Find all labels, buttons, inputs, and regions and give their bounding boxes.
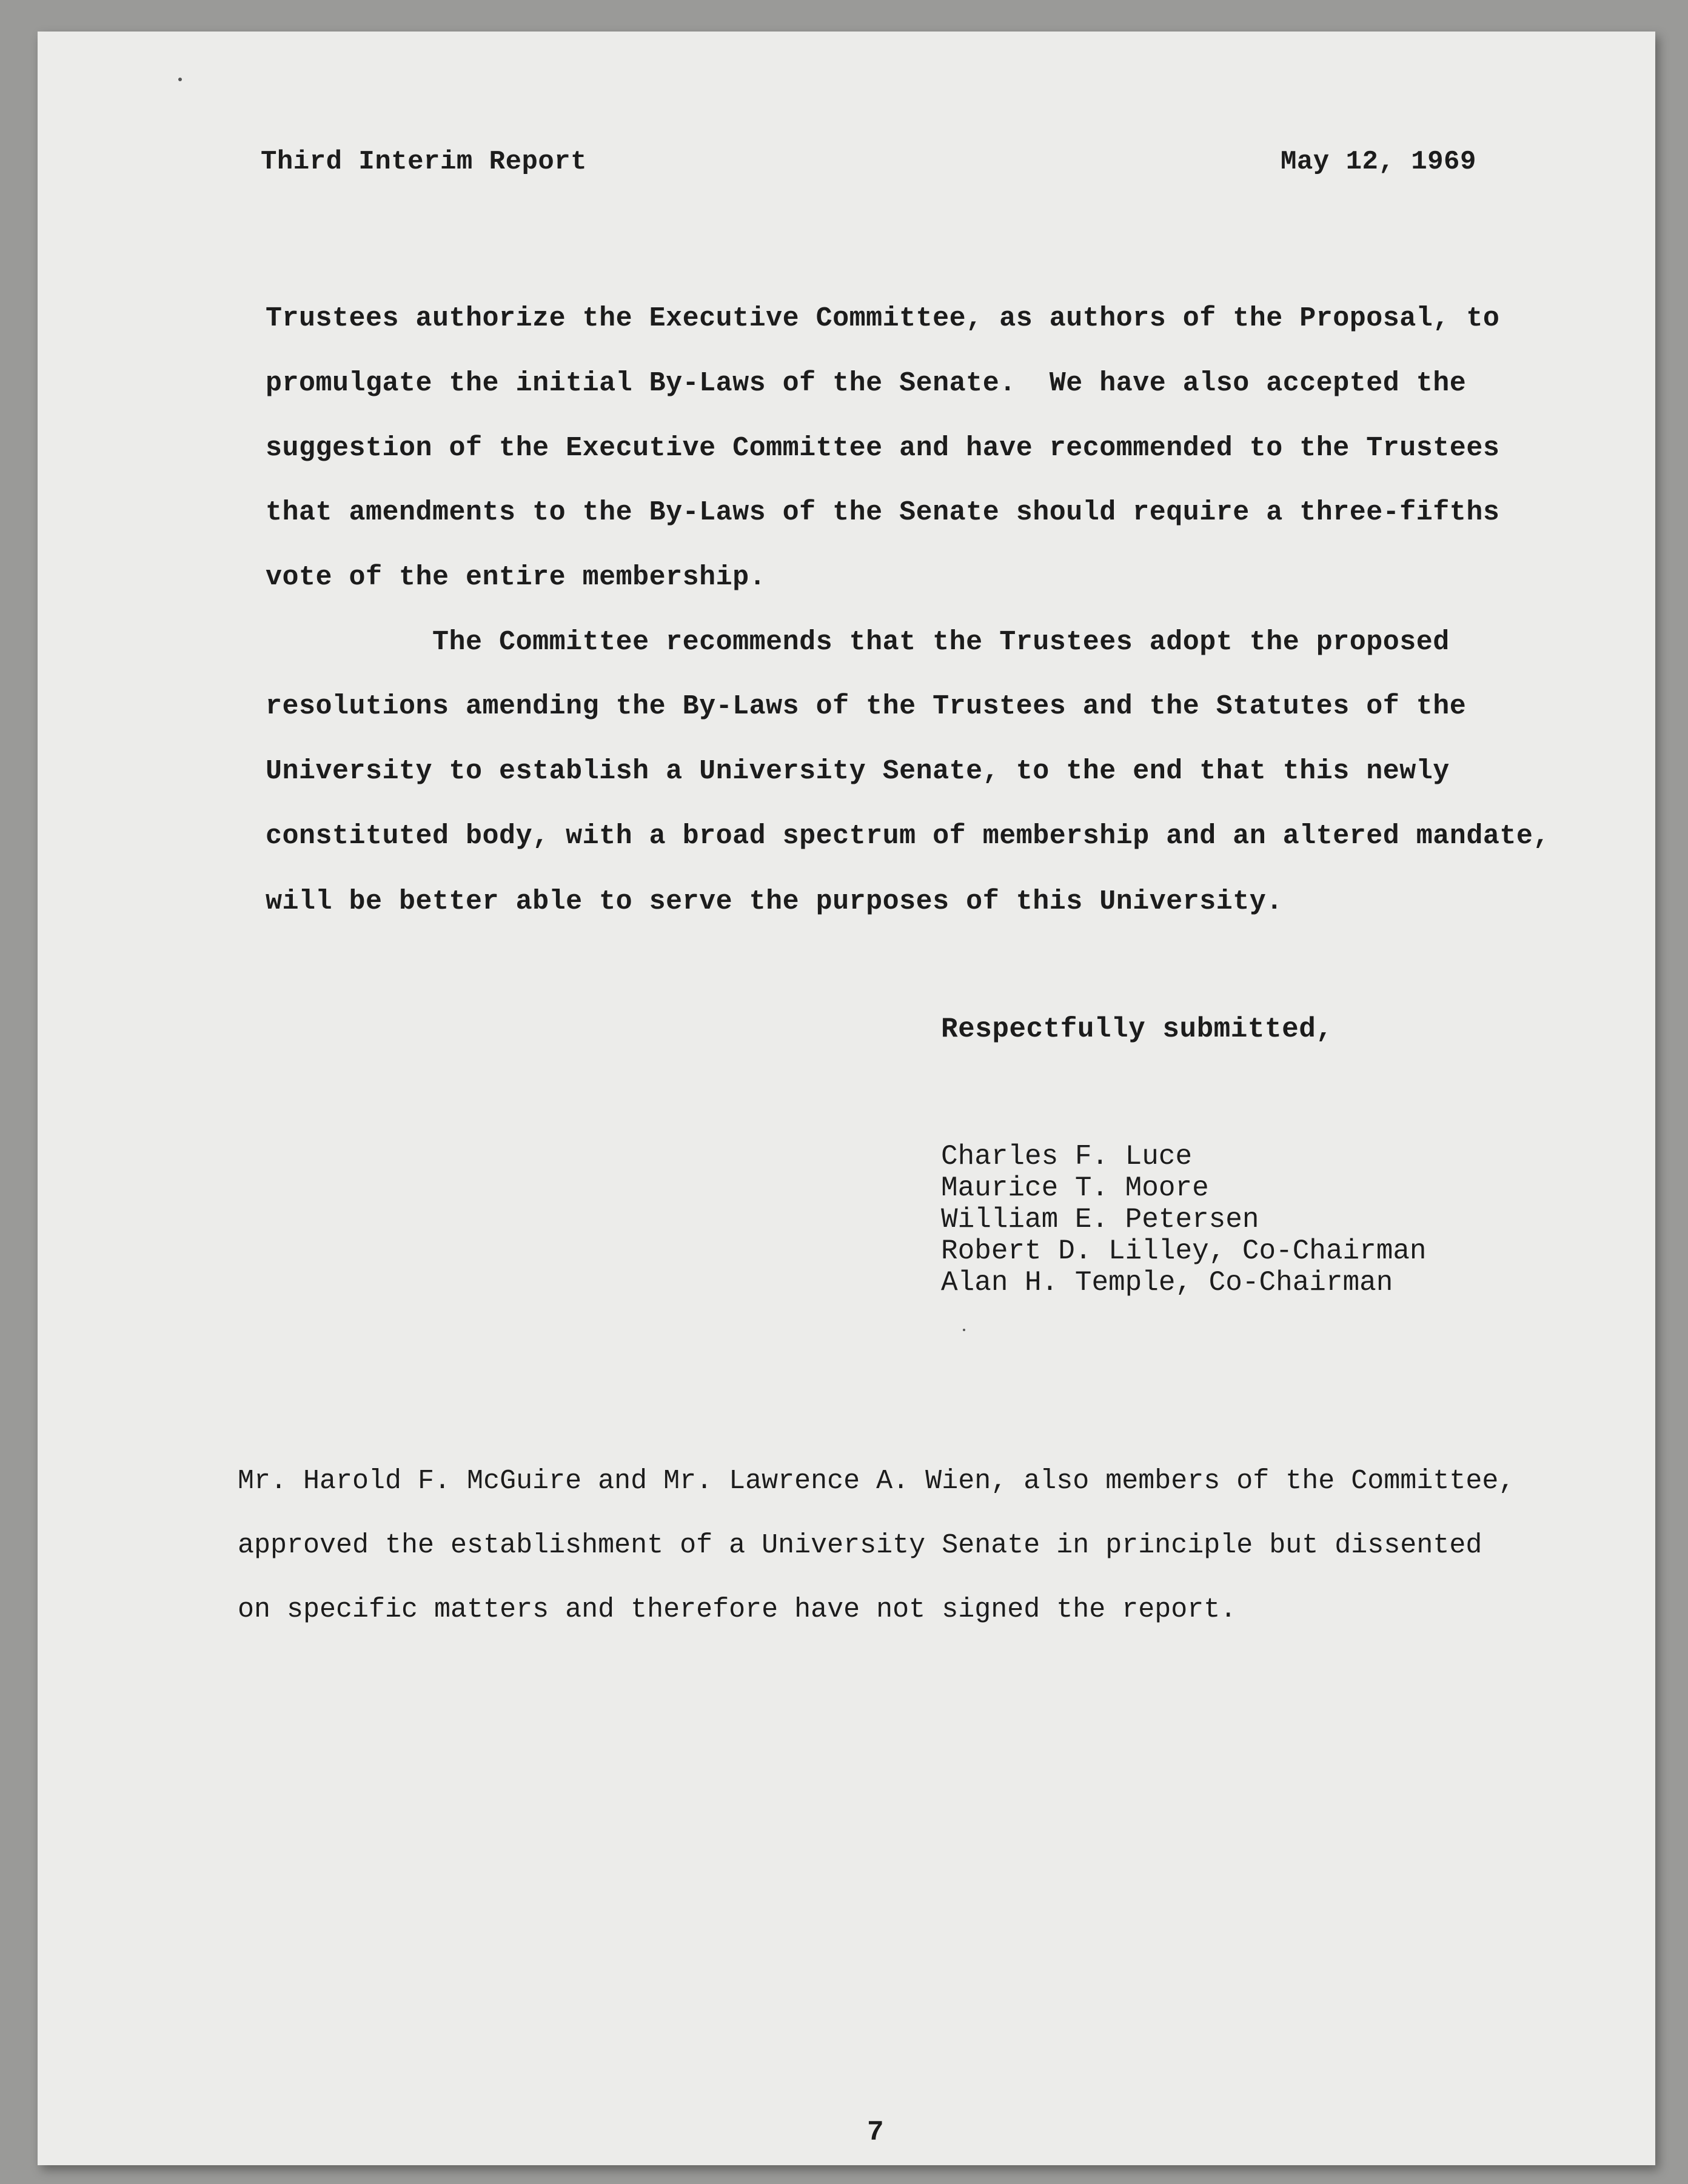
paragraph2-line-4: constituted body, with a broad spectrum of membership and an altered mandate, [266, 821, 1550, 852]
paragraph1-line-4: that amendments to the By-Laws of the Senate should require a three-fifths [266, 497, 1500, 528]
document-page [38, 32, 1655, 2165]
paragraph2-line-1: The Committee recommends that the Trustees adopt the proposed [266, 627, 1450, 658]
signatory-name: Alan H. Temple, Co-Chairman [941, 1267, 1393, 1298]
closing-salutation: Respectfully submitted, [941, 1014, 1333, 1045]
page-number: 7 [867, 2117, 885, 2148]
paragraph2-line-5: will be better able to serve the purposes of this University. [266, 886, 1283, 917]
paragraph2-line-3: University to establish a University Senate, to the end that this newly [266, 756, 1450, 787]
paragraph1-line-5: vote of the entire membership. [266, 562, 766, 593]
report-date: May 12, 1969 [1281, 147, 1476, 177]
paragraph1-line-2: promulgate the initial By-Laws of the Senate. We have also accepted the [266, 368, 1467, 399]
signatory-name: William E. Petersen [941, 1204, 1259, 1235]
paragraph1-line-3: suggestion of the Executive Committee and have recommended to the Trustees [266, 433, 1500, 464]
signatory-name: Maurice T. Moore [941, 1172, 1209, 1204]
signatory-name: Robert D. Lilley, Co-Chairman [941, 1235, 1427, 1267]
note-line-3: on specific matters and therefore have not signed the report. [238, 1594, 1237, 1625]
signatory-name: Charles F. Luce [941, 1141, 1193, 1172]
note-line-2: approved the establishment of a University Senate in principle but dissented [238, 1530, 1482, 1561]
report-title: Third Interim Report [261, 147, 588, 177]
note-line-1: Mr. Harold F. McGuire and Mr. Lawrence A. Wien, also members of the Committee, [238, 1466, 1515, 1497]
paragraph1-line-1: Trustees authorize the Executive Committee, as authors of the Proposal, to [266, 303, 1500, 334]
paragraph2-line-2: resolutions amending the By-Laws of the Trustees and the Statutes of the [266, 691, 1467, 722]
